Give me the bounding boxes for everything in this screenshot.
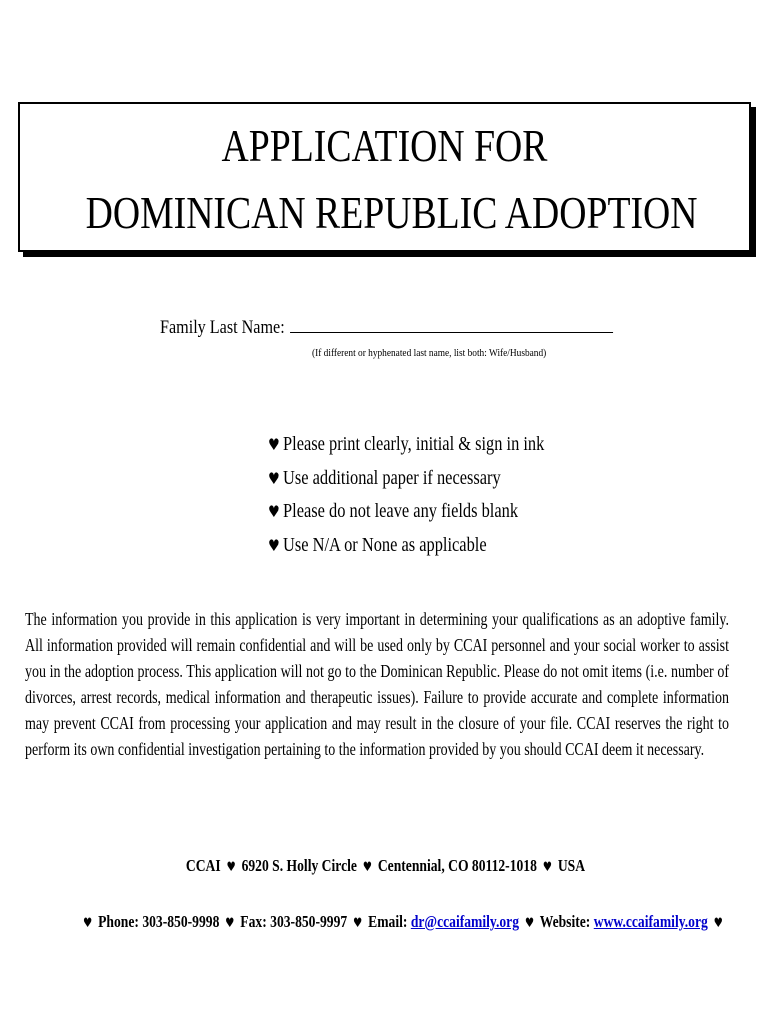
heart-icon: ♥ [268, 502, 280, 521]
instructions-list [268, 428, 605, 562]
title-box [18, 102, 751, 252]
family-last-name-row [160, 316, 613, 340]
instruction-item [268, 428, 544, 462]
family-last-name-field[interactable] [290, 316, 613, 333]
fax-label: Fax: [240, 912, 267, 931]
address-line [0, 854, 770, 880]
instruction-item [268, 529, 544, 563]
instruction-item [268, 495, 544, 529]
phone-number: 303-850-9998 [142, 912, 220, 931]
org-name: CCAI [185, 856, 221, 875]
instruction-text: Use N/A or None as applicable [283, 533, 487, 556]
email-link[interactable]: dr@ccaifamily.org [410, 912, 520, 931]
family-last-name-hint: (If different or hyphenated last name, list both: Wife/Husband) [312, 347, 547, 359]
family-last-name-label: Family Last Name: [160, 317, 285, 338]
information-paragraph: The information you provide in this application is very important in determining your qualifications as an adoptive family. All information provided will remain confidential and will be used only by CCAI personnel and your social worker to assist you in the adoption process. This application will not go to the Dominican Republic. Please do not omit items (i.e. number of divorces, arrest records, medical information and therapeutic issues). Failure to provide accurate and complete information may prevent CCAI from processing your application and may result in the closure of your file. CCAI reserves the right to perform its own confidential investigation pertaining to the information provided by you should CCAI deem it necessary. [25, 609, 729, 759]
website-label: Website: [539, 912, 591, 931]
instruction-item [268, 462, 544, 496]
heart-icon: ♥ [268, 535, 280, 555]
instruction-text: Please print clearly, initial & sign in ink [283, 433, 545, 455]
heart-icon: ♥ [268, 435, 280, 454]
instruction-text: Use additional paper if necessary [283, 466, 501, 489]
city-state-zip: Centennial, CO 80112-1018 [377, 856, 537, 875]
heart-icon: ♥ [353, 916, 363, 931]
heart-icon: ♥ [713, 916, 723, 931]
instruction-text: Please do not leave any fields blank [283, 500, 519, 522]
heart-icon: ♥ [82, 916, 93, 931]
title-line-2: DOMINICAN REPUBLIC ADOPTION [85, 187, 698, 238]
contact-line [0, 910, 770, 936]
heart-icon: ♥ [542, 860, 552, 875]
heart-icon: ♥ [524, 916, 535, 931]
heart-icon: ♥ [268, 468, 280, 488]
heart-icon: ♥ [225, 860, 236, 875]
street-address: 6920 S. Holly Circle [241, 856, 357, 875]
title-line-1: APPLICATION FOR [221, 120, 548, 171]
fax-number: 303-850-9997 [270, 912, 348, 931]
heart-icon: ♥ [225, 916, 235, 931]
website-link[interactable]: www.ccaifamily.org [593, 912, 708, 931]
country: USA [557, 856, 585, 875]
email-label: Email: [368, 912, 408, 931]
heart-icon: ♥ [362, 860, 372, 875]
phone-label: Phone: [98, 912, 139, 931]
